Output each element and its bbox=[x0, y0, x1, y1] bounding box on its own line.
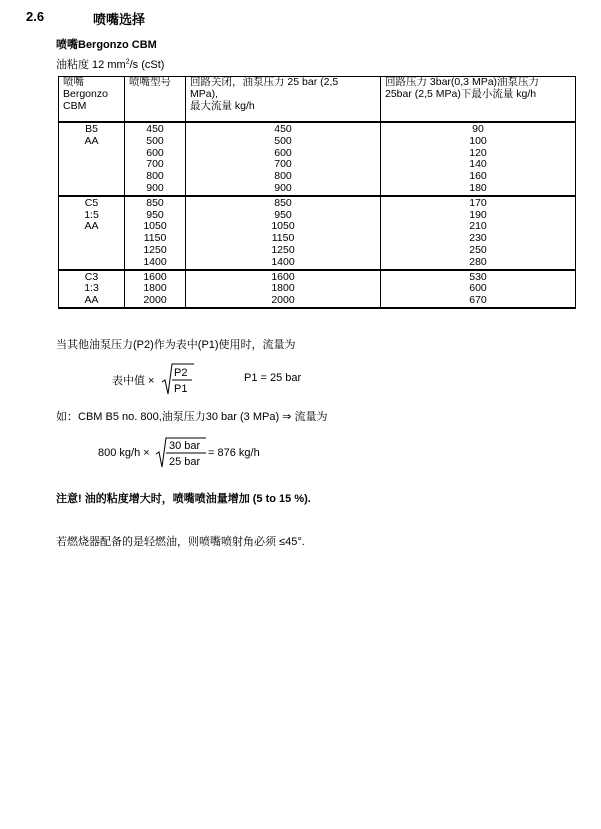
header-nozzle: 喷嘴 Bergonzo CBM bbox=[59, 77, 125, 123]
flow-formula bbox=[112, 360, 332, 403]
min-flow-cell: 600 bbox=[381, 283, 576, 295]
table-row bbox=[59, 159, 576, 171]
example-formula-graphic bbox=[98, 434, 338, 474]
max-flow-cell: 950 bbox=[186, 210, 381, 222]
max-flow-cell: 850 bbox=[186, 196, 381, 210]
table-row bbox=[59, 122, 576, 136]
spray-angle-note: 若燃烧器配备的是轻燃油，则喷嘴喷射角必须 ≤45°. bbox=[56, 536, 305, 548]
table-body bbox=[59, 122, 576, 308]
section-title: 喷嘴选择 bbox=[93, 12, 146, 27]
nozzle-model-cell: B5 AA bbox=[59, 122, 125, 196]
example-prefix: 800 kg/h × bbox=[98, 447, 150, 459]
min-flow-cell: 120 bbox=[381, 148, 576, 160]
table-row bbox=[59, 295, 576, 308]
max-flow-cell: 1600 bbox=[186, 270, 381, 284]
table-subtitle: 喷嘴Bergonzo CBM bbox=[56, 39, 157, 51]
example-denominator: 25 bar bbox=[169, 456, 201, 468]
min-flow-cell: 230 bbox=[381, 233, 576, 245]
formula-numerator: P2 bbox=[174, 367, 188, 379]
formula-denominator: P1 bbox=[174, 383, 188, 395]
min-flow-cell: 180 bbox=[381, 183, 576, 196]
nozzle-type-cell: 850 bbox=[125, 196, 186, 210]
min-flow-cell: 100 bbox=[381, 136, 576, 148]
nozzle-type-cell: 1800 bbox=[125, 283, 186, 295]
min-flow-cell: 190 bbox=[381, 210, 576, 222]
max-flow-cell: 450 bbox=[186, 122, 381, 136]
min-flow-cell: 170 bbox=[381, 196, 576, 210]
nozzle-type-cell: 2000 bbox=[125, 295, 186, 308]
nozzle-type-cell: 1150 bbox=[125, 233, 186, 245]
flow-formula-graphic bbox=[112, 360, 332, 400]
max-flow-cell: 1050 bbox=[186, 221, 381, 233]
example-numerator: 30 bar bbox=[169, 440, 201, 452]
example-formula bbox=[98, 434, 338, 477]
min-flow-cell: 210 bbox=[381, 221, 576, 233]
max-flow-cell: 700 bbox=[186, 159, 381, 171]
table-header-row bbox=[59, 77, 576, 123]
table-row bbox=[59, 270, 576, 284]
table-row bbox=[59, 221, 576, 233]
formula-prefix: 表中值 × bbox=[112, 375, 155, 387]
nozzle-model-cell: C3 1:3 AA bbox=[59, 270, 125, 308]
example-result: = 876 kg/h bbox=[208, 447, 260, 459]
min-flow-cell: 280 bbox=[381, 257, 576, 270]
nozzle-type-cell: 1250 bbox=[125, 245, 186, 257]
min-flow-cell: 90 bbox=[381, 122, 576, 136]
max-flow-cell: 1150 bbox=[186, 233, 381, 245]
min-flow-cell: 530 bbox=[381, 270, 576, 284]
nozzle-table bbox=[58, 76, 576, 309]
table-row bbox=[59, 196, 576, 210]
nozzle-type-cell: 1600 bbox=[125, 270, 186, 284]
example-text: 如：CBM B5 no. 800,油泵压力30 bar (3 MPa) ⇒ 流量为 bbox=[56, 411, 328, 423]
table-row bbox=[59, 148, 576, 160]
table-row bbox=[59, 283, 576, 295]
nozzle-type-cell: 600 bbox=[125, 148, 186, 160]
max-flow-cell: 500 bbox=[186, 136, 381, 148]
table-row bbox=[59, 210, 576, 222]
header-max-flow: 回路关闭，油泵压力 25 bar (2,5 MPa), 最大流量 kg/h bbox=[186, 77, 381, 123]
viscosity-note: 油粘度 12 $mm^2/s$ (cSt) bbox=[56, 58, 165, 71]
table-row bbox=[59, 257, 576, 270]
min-flow-cell: 160 bbox=[381, 171, 576, 183]
max-flow-cell: 1400 bbox=[186, 257, 381, 270]
nozzle-type-cell: 1400 bbox=[125, 257, 186, 270]
nozzle-type-cell: 900 bbox=[125, 183, 186, 196]
max-flow-cell: 800 bbox=[186, 171, 381, 183]
formula-intro: 当其他油泵压力(P2)作为表中(P1)使用时，流量为 bbox=[56, 339, 296, 351]
min-flow-cell: 670 bbox=[381, 295, 576, 308]
table-row bbox=[59, 171, 576, 183]
nozzle-type-cell: 950 bbox=[125, 210, 186, 222]
max-flow-cell: 600 bbox=[186, 148, 381, 160]
nozzle-type-cell: 700 bbox=[125, 159, 186, 171]
max-flow-cell: 1800 bbox=[186, 283, 381, 295]
header-min-flow: 回路压力 3bar(0,3 MPa)油泵压力 25bar (2,5 MPa)下最小流量 kg/h bbox=[381, 77, 576, 123]
max-flow-cell: 1250 bbox=[186, 245, 381, 257]
nozzle-type-cell: 500 bbox=[125, 136, 186, 148]
nozzle-model-cell: C5 1:5 AA bbox=[59, 196, 125, 270]
section-number: 2.6 bbox=[26, 9, 45, 24]
p1-note: P1 = 25 bar bbox=[244, 372, 302, 384]
nozzle-type-cell: 1050 bbox=[125, 221, 186, 233]
nozzle-type-cell: 450 bbox=[125, 122, 186, 136]
min-flow-cell: 250 bbox=[381, 245, 576, 257]
max-flow-cell: 900 bbox=[186, 183, 381, 196]
min-flow-cell: 140 bbox=[381, 159, 576, 171]
table-row bbox=[59, 233, 576, 245]
nozzle-type-cell: 800 bbox=[125, 171, 186, 183]
table-row bbox=[59, 245, 576, 257]
attention-note: 注意! 油的粘度增大时，喷嘴喷油量增加 (5 to 15 %). bbox=[56, 493, 311, 505]
header-nozzle-type: 喷嘴型号 bbox=[125, 77, 186, 123]
max-flow-cell: 2000 bbox=[186, 295, 381, 308]
table-row bbox=[59, 136, 576, 148]
table-row bbox=[59, 183, 576, 196]
